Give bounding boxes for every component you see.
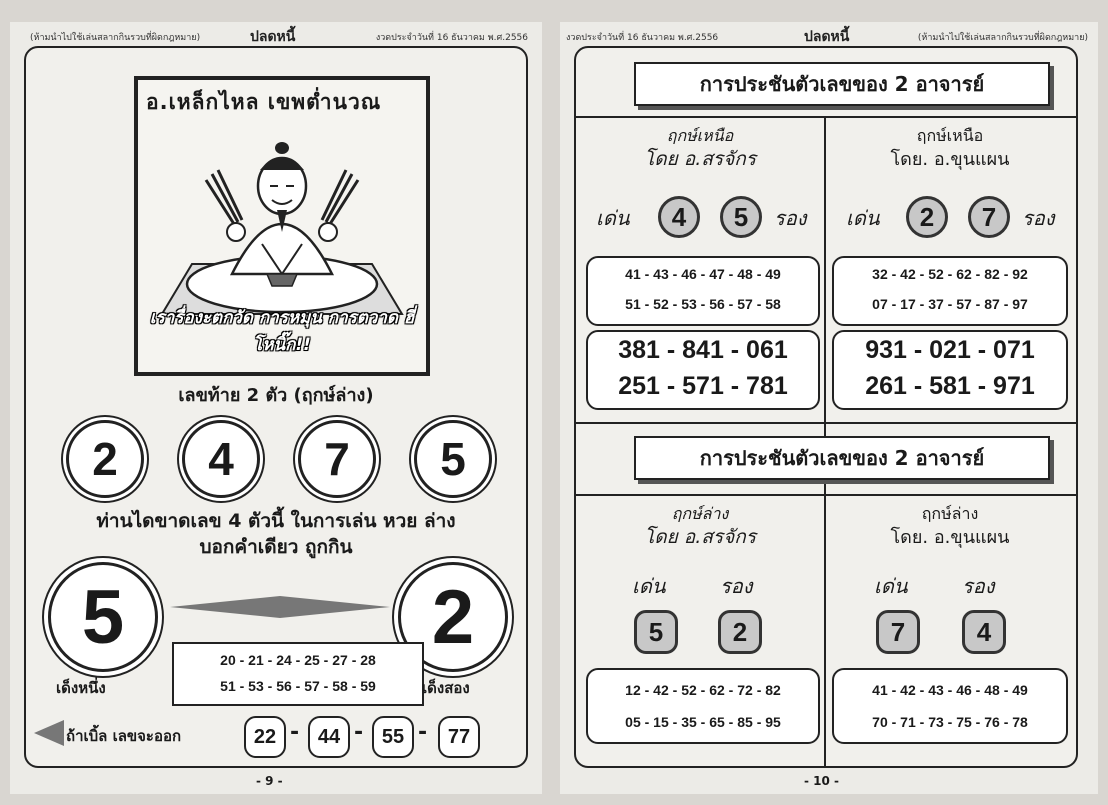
pair-numbers-box xyxy=(586,668,820,744)
sage-illustration xyxy=(142,114,422,334)
pair-numbers-box xyxy=(172,642,424,706)
author-label: โดย อ.สรจักร xyxy=(644,148,756,170)
lead-number: 5 xyxy=(634,610,678,654)
left-page-frame xyxy=(24,46,528,768)
hint-line-2: บอกคำเดียว ถูกกิน xyxy=(199,536,353,558)
lead-number: 7 xyxy=(876,610,920,654)
label-second: เด็งสอง xyxy=(422,679,470,697)
left-page xyxy=(10,22,542,794)
hint-line-1: ท่านไดขาดเลข 4 ตัวนี้ ในการเล่น หวย ล่าง xyxy=(96,510,456,532)
double-3: 55 xyxy=(372,716,414,758)
auspice-label: ฤกษ์เหนือ xyxy=(666,126,734,145)
double-1: 22 xyxy=(244,716,286,758)
cartoon-caption: เรารื่องะตกวัด การหมุน การตวาด ฮี่โหนิ๊ก!! xyxy=(149,308,415,355)
header-date: งวดประจำวันที่ 16 ธันวาคม พ.ศ.2556 xyxy=(375,33,528,43)
pair-numbers-box xyxy=(832,256,1068,326)
pair-row-2: 51 - 53 - 56 - 57 - 58 - 59 xyxy=(220,678,376,694)
second-label: รอง xyxy=(720,574,753,598)
last2-number-3: 7 xyxy=(298,420,376,498)
pair-numbers-box xyxy=(586,256,820,326)
double-2: 44 xyxy=(308,716,350,758)
last2-number-4: 5 xyxy=(414,420,492,498)
lead-label: เด่น xyxy=(874,574,908,598)
divider xyxy=(576,494,1076,496)
pair-row-2: 51 - 52 - 53 - 56 - 57 - 58 xyxy=(625,296,781,312)
author-label: โดย. อ.ขุนแผน xyxy=(890,149,1010,170)
pair-row-1: 41 - 43 - 46 - 47 - 48 - 49 xyxy=(625,266,781,282)
header-note: (ห้ามนำไปใช้เล่นสลากกินรวบที่ผิดกฎหมาย) xyxy=(30,33,201,43)
triple-row-1: 381 - 841 - 061 xyxy=(618,336,788,364)
triple-row-1: 931 - 021 - 071 xyxy=(865,336,1035,364)
right-page xyxy=(560,22,1098,794)
pair-row-2: 70 - 71 - 73 - 75 - 76 - 78 xyxy=(872,714,1028,730)
pair-row-1: 32 - 42 - 52 - 62 - 82 - 92 xyxy=(872,266,1028,282)
banner-top: การประชันตัวเลขของ 2 อาจารย์ xyxy=(634,62,1050,106)
pair-row-2: 07 - 17 - 37 - 57 - 87 - 97 xyxy=(872,296,1028,312)
lead-number: 5 xyxy=(48,562,158,672)
last2-number-2: 4 xyxy=(182,420,260,498)
second-label: รอง xyxy=(774,206,807,230)
divider xyxy=(576,422,1076,424)
last2-number-1: 2 xyxy=(66,420,144,498)
triple-row-2: 251 - 571 - 781 xyxy=(618,372,788,400)
cartoon-panel xyxy=(134,76,430,376)
author-label: โดย. อ.ขุนแผน xyxy=(890,527,1010,548)
pair-row-2: 05 - 15 - 35 - 65 - 85 - 95 xyxy=(625,714,781,730)
label-first: เด็งหนึ่ง xyxy=(56,679,106,697)
second-number: 2 xyxy=(398,562,508,672)
double-4: 77 xyxy=(438,716,480,758)
double-arrow-icon xyxy=(170,592,390,622)
header-note: (ห้ามนำไปใช้เล่นสลากกินรวบที่ผิดกฎหมาย) xyxy=(917,33,1088,43)
lead-label: เด่น xyxy=(846,206,880,230)
lead-label: เด่น xyxy=(632,574,666,598)
header-date: งวดประจำวันที่ 16 ธันวาคม พ.ศ.2556 xyxy=(566,33,719,43)
second-number: 4 xyxy=(962,610,1006,654)
doubles-label: ถ้าเบิ้ล เลขจะออก xyxy=(66,727,182,745)
right-page-frame xyxy=(574,46,1078,768)
second-number: 2 xyxy=(718,610,762,654)
header-title: ปลดหนี้ xyxy=(804,29,850,45)
auspice-label: ฤกษ์ล่าง xyxy=(671,504,729,523)
double-separator: - xyxy=(418,720,428,745)
banner-bottom: การประชันตัวเลขของ 2 อาจารย์ xyxy=(634,436,1050,480)
page-number: - 9 - xyxy=(256,774,283,788)
double-separator: - xyxy=(354,720,364,745)
pair-row-1: 20 - 21 - 24 - 25 - 27 - 28 xyxy=(220,652,376,668)
triple-numbers-box xyxy=(586,330,820,410)
header-title: ปลดหนี้ xyxy=(250,29,296,45)
triple-numbers-box xyxy=(832,330,1068,410)
second-label: รอง xyxy=(962,574,995,598)
cartoon-title: อ.เหล็กไหล เขพต่ำนวณ xyxy=(146,90,382,114)
second-label: รอง xyxy=(1022,206,1055,230)
second-number: 5 xyxy=(720,196,762,238)
double-separator: - xyxy=(290,720,300,745)
left-arrow-icon xyxy=(34,718,64,748)
auspice-label: ฤกษ์ล่าง xyxy=(921,504,979,523)
pair-row-1: 41 - 42 - 43 - 46 - 48 - 49 xyxy=(872,682,1028,698)
lead-label: เด่น xyxy=(596,206,630,230)
divider xyxy=(576,116,1076,118)
pair-row-1: 12 - 42 - 52 - 62 - 72 - 82 xyxy=(625,682,781,698)
lead-number: 2 xyxy=(906,196,948,238)
lead-number: 4 xyxy=(658,196,700,238)
auspice-label: ฤกษ์เหนือ xyxy=(916,126,984,145)
pair-numbers-box xyxy=(832,668,1068,744)
page-number: - 10 - xyxy=(804,774,840,788)
last2-title: เลขท้าย 2 ตัว (ฤกษ์ล่าง) xyxy=(178,385,374,406)
second-number: 7 xyxy=(968,196,1010,238)
author-label: โดย อ.สรจักร xyxy=(644,526,756,548)
triple-row-2: 261 - 581 - 971 xyxy=(865,372,1035,400)
